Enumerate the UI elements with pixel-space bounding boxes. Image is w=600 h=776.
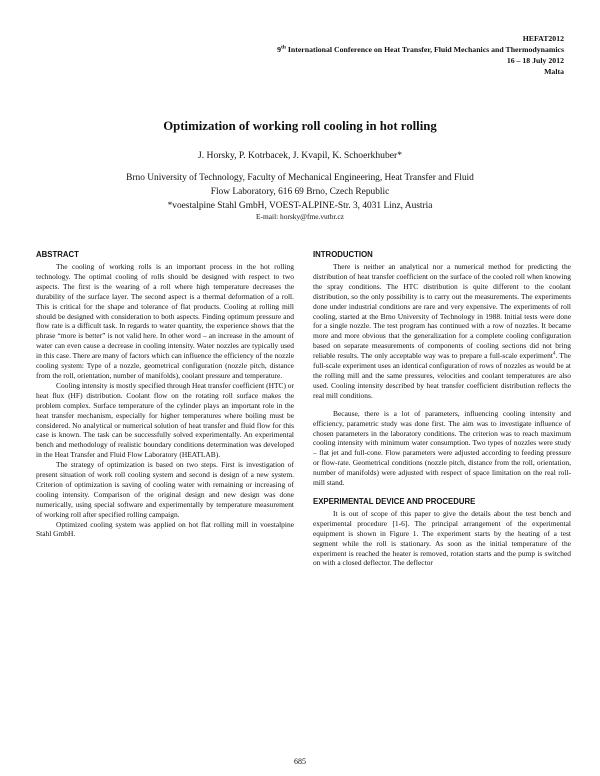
experimental-paragraph: It is out of scope of this paper to give the details about the test bench and experimental procedure [1-6]. The principal arrangement of the experimental equipment is shown in Figure 1. The experiment starts by the heating of a test segment while the roll is stationary. As soon as the initial temperature of the experiment is reached the heater is removed, rotation starts and the pump is switched on with a closed deflector. The deflector [313, 508, 571, 568]
conference-ordinal: 9 [277, 45, 282, 54]
paper-authors: J. Horsky, P. Kotrbacek, J. Kvapil, K. Schoerkhuber* [197, 150, 402, 161]
conference-location: Malta [544, 67, 564, 76]
conference-name-line [277, 44, 564, 55]
affiliation-line-2: Flow Laboratory, 616 69 Brno, Czech Republic [210, 187, 390, 197]
conference-name: International Conference on Heat Transfer, Fluid Mechanics and Thermodynamics [285, 45, 564, 54]
conference-header [277, 33, 564, 77]
right-column [313, 250, 571, 568]
abstract-paragraph: Cooling intensity is mostly specified through Heat transfer coefficient (HTC) or heat flux (HF) distribution. Coolant flow on the rotating roll surface makes the problem complex. Surface temperature of the cylinder plays an important role in the heat transfer mechanism, especially for higher temperatures where boiling must be considered. No analytical or numerical solution of heat transfer and fluid flow for this case is known. The task can be successfully solved experimentally. An experimental bench and methodology of realistic boundary conditions determination was developed in the Heat Transfer and Fluid Flow Laboratory (HEATLAB). [36, 380, 294, 460]
conference-ordinal-suffix: th [281, 44, 286, 51]
affiliations [0, 171, 600, 213]
affiliation-line-3: *voestalpine Stahl GmbH, VOEST-ALPINE-Str. 3, 4031 Linz, Austria [167, 201, 433, 211]
abstract-heading: ABSTRACT [36, 250, 79, 259]
introduction-paragraph: Because, there is a lot of parameters, influencing cooling intensity and efficiency, parametric study was done first. The aim was to investigate influence of chosen parameters in the laboratory conditions. The criterion was to reach maximum cooling intensity with minimum water consumption. Two types of nozzles were study – flat jet and full-cone. Flow parameters were adjusted according to feeding pressure or flow-rate. Geometrical conditions (nozzle pitch, distance from the roll, orientation, number of manifolds) were adjusted with respect of space limitation on the real roll-mill stand. [313, 408, 571, 488]
experimental-heading: EXPERIMENTAL DEVICE AND PROCEDURE [313, 496, 476, 506]
conference-code: HEFAT2012 [522, 34, 564, 43]
intro-text-after-ref: . The full-scale experiment uses an identical configuration of rows of nozzles as would be at the rolling mill and the same pressures, velocities and coolant temperatures are also used. Cooling intensity described by heat transfer coefficient distribution reflects the real mill conditions. [313, 351, 571, 400]
conference-dates: 16 – 18 July 2012 [506, 56, 564, 65]
introduction-paragraph [313, 262, 571, 401]
introduction-heading: INTRODUCTION [313, 250, 373, 259]
page-number: 685 [294, 757, 306, 766]
paper-title: Optimization of working roll cooling in hot rolling [163, 119, 437, 133]
affiliation-line-1: Brno University of Technology, Faculty of Mechanical Engineering, Heat Transfer and Fluid [126, 173, 474, 183]
abstract-paragraph: Optimized cooling system was applied on hot flat rolling mill in voestalpine Stahl GmbH. [36, 519, 294, 539]
abstract-paragraph: The strategy of optimization is based on two steps. First is investigation of present situation of work roll cooling system and second is design of a new system. Criterion of optimization is saving of cooling water with remaining or increasing of cooling intensity. Comparison of the original design and new design was done numerically, using special software and experimentally by temperature measurement of working roll after specified rolling campaign. [36, 460, 294, 519]
left-column [36, 250, 294, 539]
contact-email: E-mail: horsky@fme.vutbr.cz [256, 212, 344, 221]
citation-ref: 4 [552, 350, 556, 357]
intro-text-before-ref: There is neither an analytical nor a numerical method for predicting the distribution of heat transfer coefficient on the surface of the cooled roll when knowing the spray conditions. The HTC distribution is quite different to the coolant distribution, so the only possibility is to carry out the measurements. The experiments done under industrial conditions are rare and very expensive. The experiments of roll cooling, started at the Brno University of Technology in 1988. Initial tests were done for a single nozzle. The test program has continued with a row of nozzles. It became more and more obvious that the generalization for a complete cooling configuration based on separate measurements of components of cooling sections did not bring reliable results. The only acceptable way was to prepare a full-scale experiment [313, 262, 571, 361]
abstract-paragraph: The cooling of working rolls is an important process in the hot rolling technology. The optimal cooling of rolls should be designed with respect to two aspects. The first is the wearing of a roll where high temperature decreases the durability of the surface layer. The second aspect is a thermal deformation of a roll. This is critical for the shape and tolerance of flat products. Cooling at rolling mill should be designed with consideration to both aspects. Finding optimum pressure and flow rate is a difficult task. In regards to water quantity, the experience shows that the phrase “more is better” is not valid here. In other word – an increase in the amount of water can even cause a decrease in cooling intensity. Water nozzles are typically used in this case. There are many of factors which can influence the efficiency of the nozzle cooling system: Type of a nozzle, geometrical configuration (nozzle pitch, distance from the roll, orientation, number of manifolds), coolant pressure and temperature. [36, 262, 294, 380]
